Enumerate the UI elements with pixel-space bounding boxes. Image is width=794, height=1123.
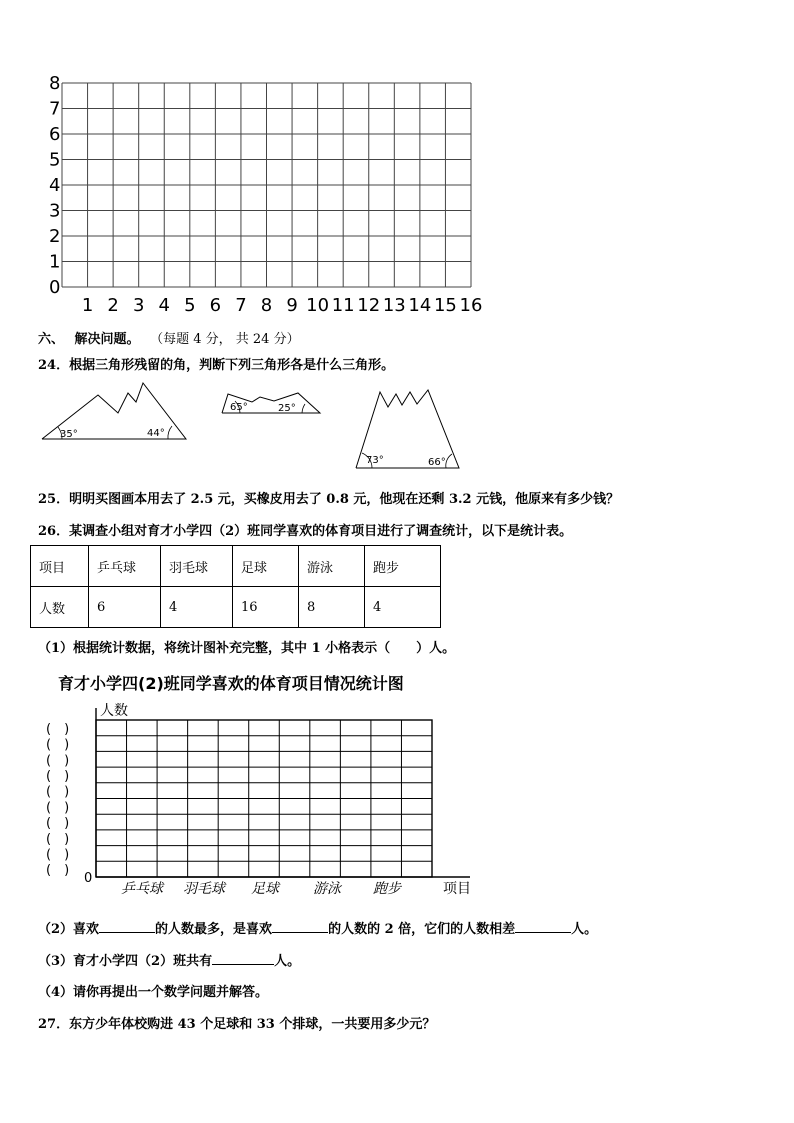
chart-y-axis-label: 人数: [100, 703, 128, 719]
triangle-1-left-angle: 35°: [60, 429, 78, 440]
answer-blank[interactable]: [212, 952, 274, 965]
section-title: 解决问题。: [74, 332, 140, 347]
broken-triangle-2: [222, 393, 320, 414]
broken-triangle-1: [42, 383, 186, 440]
chart-y-tick-placeholder: ( ): [46, 863, 70, 879]
chart-y-tick-placeholder: ( ): [46, 768, 70, 784]
grid-x-label: 8: [260, 295, 273, 316]
section-number: 六、: [38, 332, 65, 347]
table-cell: 游泳: [299, 546, 365, 587]
chart-y-tick-placeholders: [46, 722, 69, 878]
grid-y-label: 5: [49, 149, 61, 171]
grid-x-label: 4: [158, 295, 170, 316]
chart-x-tick-labels: [121, 881, 403, 897]
chart-y-tick-placeholder: ( ): [46, 721, 70, 737]
chart-y-tick-placeholder: ( ): [46, 816, 70, 832]
question-27: 27．东方少年体校购进 43 个足球和 33 个排球，一共要用多少元？: [38, 1017, 436, 1032]
grid-x-label: 12: [357, 295, 381, 316]
grid-y-label: 8: [49, 73, 61, 94]
chart-x-tick-label: 羽毛球: [183, 881, 225, 897]
grid-y-label: 1: [49, 251, 61, 273]
grid-x-label: 9: [286, 295, 298, 316]
grid-x-label: 10: [306, 295, 330, 316]
table-cell: 足球: [233, 546, 299, 587]
triangle-2-left-angle: 65°: [230, 402, 248, 413]
table-cell: 4: [161, 587, 233, 628]
chart-x-tick-label: 足球: [251, 881, 279, 897]
triangle-figures: [0, 380, 794, 475]
table-cell: 项目: [31, 546, 89, 587]
table-cell: 人数: [31, 587, 89, 628]
question-25: 25．明明买图画本用去了 2.5 元，买橡皮用去了 0.8 元，他现在还剩 3.2 元钱，他原来有多少钱？: [38, 492, 620, 507]
grid-y-label: 6: [49, 124, 61, 145]
table-cell: 羽毛球: [161, 546, 233, 587]
question-26-part-4: （4）请你再提出一个数学问题并解答。: [38, 985, 269, 1000]
grid-y-label: 4: [49, 175, 61, 196]
chart-grid: [96, 708, 470, 877]
chart-y-tick-placeholder: ( ): [46, 784, 70, 800]
chart-x-tick-label: 乒乓球: [121, 881, 163, 897]
question-24: 24．根据三角形残留的角，判断下列三角形各是什么三角形。: [38, 358, 395, 373]
section-score: （每题 4 分， 共 24 分）: [150, 332, 300, 347]
grid-y-label: 2: [49, 226, 61, 247]
chart-x-tick-label: 游泳: [313, 881, 341, 897]
triangle-3-right-angle: 66°: [428, 457, 446, 468]
top-grid-x-labels: [82, 295, 483, 316]
chart-title: 育才小学四(2)班同学喜欢的体育项目情况统计图: [58, 674, 404, 693]
grid-x-label: 15: [433, 295, 457, 316]
answer-blank[interactable]: [515, 920, 571, 933]
table-header-row: [31, 546, 441, 587]
chart-origin-label: 0: [84, 871, 93, 886]
broken-triangle-3: [356, 390, 459, 468]
table-row: [31, 587, 441, 628]
chart-x-axis-label: 项目: [443, 881, 471, 897]
grid-x-label: 2: [107, 295, 119, 316]
table-cell: 乒乓球: [89, 546, 161, 587]
grid-x-label: 3: [132, 295, 145, 316]
grid-y-label: 3: [49, 200, 61, 222]
table-cell: 16: [233, 587, 299, 628]
question-26: 26．某调查小组对育才小学四（2）班同学喜欢的体育项目进行了调查统计，以下是统计表。: [38, 524, 573, 539]
top-grid-y-labels: [49, 73, 60, 298]
grid-x-label: 16: [459, 295, 483, 316]
triangle-1-right-angle: 44°: [147, 428, 165, 439]
triangle-2-right-angle: 25°: [278, 403, 296, 414]
grid-x-label: 13: [382, 295, 406, 316]
answer-blank[interactable]: [99, 920, 155, 933]
grid-x-label: 11: [331, 295, 355, 316]
chart-y-tick-placeholder: ( ): [46, 831, 70, 847]
chart-y-tick-placeholder: ( ): [46, 737, 70, 753]
chart-y-tick-placeholder: ( ): [46, 753, 70, 769]
grid-x-label: 14: [408, 295, 432, 316]
table-cell: 8: [299, 587, 365, 628]
table-cell: 跑步: [365, 546, 441, 587]
grid-x-label: 1: [81, 295, 94, 316]
question-26-part-1: （1）根据统计数据，将统计图补充完整，其中 1 小格表示（ ）人。: [38, 641, 456, 656]
chart-x-tick-label: 跑步: [373, 881, 401, 897]
answer-blank[interactable]: [272, 920, 328, 933]
question-26-part-3: （3）育才小学四（2）班共有 人。: [38, 954, 301, 969]
triangle-3-left-angle: 73°: [366, 455, 384, 466]
grid-y-label: 7: [49, 98, 61, 120]
grid-y-label: 0: [49, 277, 61, 298]
top-grid-lines: [62, 83, 471, 287]
question-26-part-2: （2）喜欢 的人数最多，是喜欢 的人数的 2 倍，它们的人数相差 人。: [38, 922, 598, 937]
coordinate-grid: [0, 0, 794, 320]
stats-table: [30, 545, 441, 628]
chart-y-tick-placeholder: ( ): [46, 847, 70, 863]
bar-chart: [0, 695, 794, 905]
grid-x-label: 7: [235, 295, 247, 316]
table-cell: 4: [365, 587, 441, 628]
grid-x-label: 5: [184, 295, 196, 316]
table-cell: 6: [89, 587, 161, 628]
section-heading: [38, 328, 300, 347]
chart-y-tick-placeholder: ( ): [46, 800, 70, 816]
grid-x-label: 6: [209, 295, 222, 316]
